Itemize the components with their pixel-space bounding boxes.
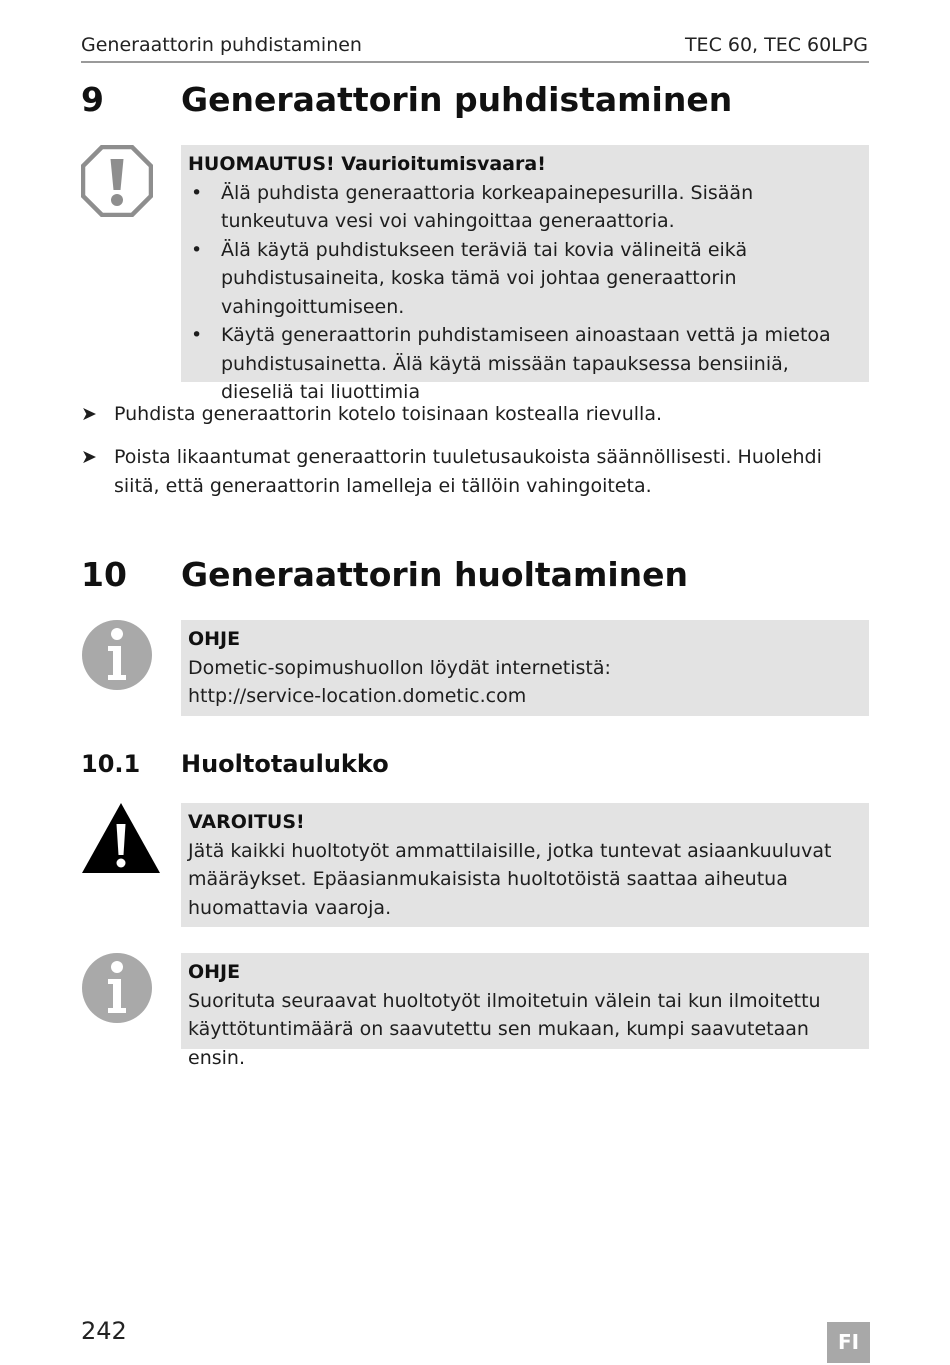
exclamation-octagon-icon: [81, 145, 153, 217]
warning-box: [181, 803, 869, 927]
step-arrow-icon: ➤: [81, 403, 97, 425]
info-circle-icon: [81, 619, 153, 691]
notice-item-text: Älä puhdista generaattoria korkeapainepesurilla. Sisään tunkeutuva vesi voi vahingoittaa generaattoria.: [221, 181, 754, 232]
instruction-step: [81, 443, 869, 500]
warning-title: VAROITUS!: [188, 811, 305, 833]
bullet-mark: •: [191, 324, 203, 346]
service-url: http://service-location.dometic.com: [188, 685, 527, 707]
section-10-1-number: 10.1: [81, 750, 141, 778]
notice-box: [181, 145, 869, 403]
step-text: Poista likaantumat generaattorin tuuletusaukoista säännöllisesti. Huolehdi siitä, että generaattorin lamelleja ei tällöin vahingoiteta.: [114, 446, 822, 497]
header-divider: [81, 61, 869, 63]
page-number: 242: [81, 1317, 127, 1345]
notice-item-text: Käytä generaattorin puhdistamiseen ainoastaan vettä ja mietoa puhdistusainetta. Älä käytä missään tapauksessa bensiiniä, dieseliä tai liuottimia: [221, 324, 831, 403]
note-box: [181, 953, 869, 1069]
section-10-1-title: Huoltotaulukko: [181, 750, 389, 778]
warning-triangle-icon: [81, 802, 161, 874]
step-arrow-icon: ➤: [81, 446, 97, 468]
notice-title: HUOMAUTUS! Vaurioitumisvaara!: [188, 153, 546, 175]
info-circle-icon: [81, 952, 153, 1024]
section-9-number: 9: [81, 80, 104, 119]
section-9-title: Generaattorin puhdistaminen: [181, 80, 733, 119]
instruction-step: [81, 400, 869, 429]
note-box: [181, 620, 869, 716]
bullet-mark: •: [191, 181, 203, 204]
language-tab: FI: [827, 1322, 870, 1363]
section-10-number: 10: [81, 555, 127, 594]
section-10-title: Generaattorin huoltaminen: [181, 555, 689, 594]
warning-text: Jätä kaikki huoltotyöt ammattilaisille, jotka tuntevat asiaankuuluvat määräykset. Epäasianmukaisista huoltotöistä saattaa aiheutua huomattavia vaaroja.: [188, 839, 832, 919]
notice-list: [188, 179, 861, 407]
running-header-title: Generaattorin puhdistaminen: [81, 34, 362, 56]
notice-item-text: Älä käytä puhdistukseen teräviä tai kovia välineitä eikä puhdistusaineita, koska tämä voi johtaa generaattorin vahingoittumiseen.: [221, 238, 748, 318]
note-title: OHJE: [188, 961, 241, 983]
note-text: Suorituta seuraavat huoltotyöt ilmoitetuin välein tai kun ilmoitettu käyttötuntimäärä on saavutettu sen mukaan, kumpi saavutetaan ensin.: [188, 989, 821, 1069]
bullet-mark: •: [191, 238, 203, 261]
notice-item: [188, 321, 861, 407]
note-text: Dometic-sopimushuollon löydät internetistä:: [188, 656, 611, 679]
note-title: OHJE: [188, 628, 241, 650]
step-text: Puhdista generaattorin kotelo toisinaan kostealla rievulla.: [114, 403, 663, 425]
notice-item: [188, 236, 861, 322]
notice-item: [188, 179, 861, 236]
running-header-model: TEC 60, TEC 60LPG: [684, 34, 868, 56]
